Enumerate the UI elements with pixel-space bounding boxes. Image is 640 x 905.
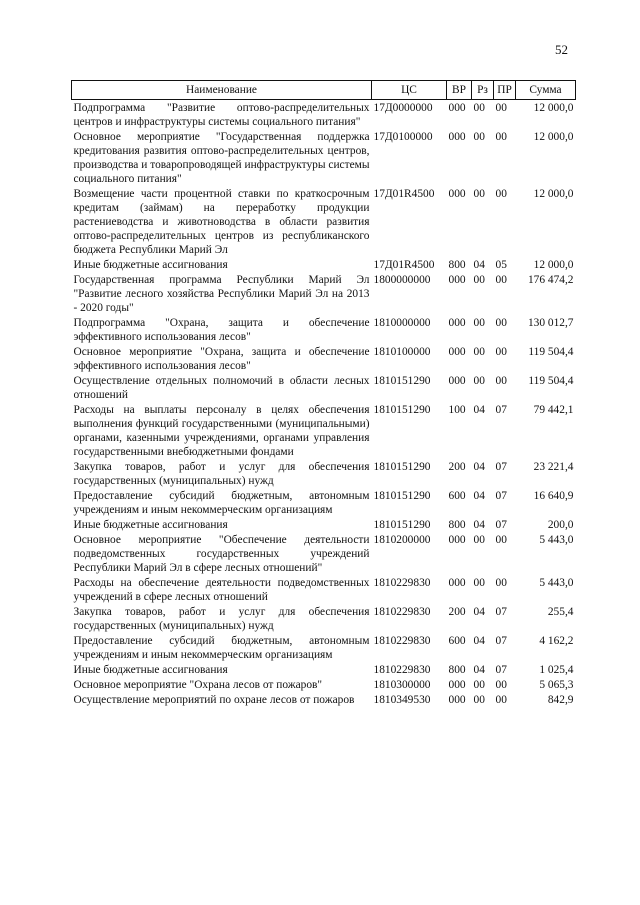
cell-vr: 100 bbox=[448, 404, 466, 416]
table-row bbox=[72, 604, 576, 633]
cell-name: Подпрограмма "Развитие оптово-распределительных центров и инфраструктуры системы социального питания" bbox=[73, 102, 370, 128]
cell-pr: 00 bbox=[495, 274, 507, 286]
cell-pr: 00 bbox=[495, 188, 507, 200]
table-row bbox=[72, 662, 576, 677]
column-header-pr: ПР bbox=[494, 81, 516, 100]
table-body bbox=[72, 100, 576, 708]
cell-sum: 4 162,2 bbox=[539, 635, 574, 647]
cell-cs: 1810229830 bbox=[373, 664, 431, 676]
cell-pr: 05 bbox=[495, 259, 507, 271]
cell-pr: 00 bbox=[495, 679, 507, 691]
cell-rz: 04 bbox=[473, 404, 485, 416]
cell-pr: 00 bbox=[495, 131, 507, 143]
cell-vr: 200 bbox=[448, 461, 466, 473]
cell-name: Предоставление субсидий бюджетным, автономным учреждениям и иным некоммерческим организациям bbox=[73, 490, 370, 516]
table-row bbox=[72, 575, 576, 604]
cell-name: Основное мероприятие "Обеспечение деятельности подведомственных государственных учреждений Республики Марий Эл в сфере лесных отношений" bbox=[73, 534, 370, 574]
cell-pr: 07 bbox=[495, 635, 507, 647]
cell-sum: 79 442,1 bbox=[533, 404, 574, 416]
cell-rz: 00 bbox=[473, 534, 485, 546]
cell-sum: 23 221,4 bbox=[533, 461, 574, 473]
cell-pr: 07 bbox=[495, 519, 507, 531]
column-header-name: Наименование bbox=[72, 81, 372, 100]
table-header bbox=[72, 81, 576, 100]
cell-vr: 800 bbox=[448, 519, 466, 531]
cell-name: Возмещение части процентной ставки по краткосрочным кредитам (займам) на переработку продукции растениеводства и животноводства в области развития оптово-распределительных центров из республиканского бюджета Республики Марий Эл bbox=[73, 188, 370, 256]
cell-pr: 00 bbox=[495, 577, 507, 589]
table-row bbox=[72, 633, 576, 662]
cell-cs: 1810229830 bbox=[373, 635, 431, 647]
table-row bbox=[72, 692, 576, 707]
cell-rz: 04 bbox=[473, 461, 485, 473]
cell-cs: 1810000000 bbox=[373, 317, 431, 329]
table-row bbox=[72, 129, 576, 186]
cell-name: Подпрограмма "Охрана, защита и обеспечение эффективного использования лесов" bbox=[73, 317, 370, 343]
cell-vr: 000 bbox=[448, 534, 466, 546]
cell-sum: 1 025,4 bbox=[539, 664, 574, 676]
cell-sum: 200,0 bbox=[547, 519, 574, 531]
cell-name: Иные бюджетные ассигнования bbox=[73, 519, 228, 531]
cell-cs: 1810300000 bbox=[373, 679, 431, 691]
page-number: 52 bbox=[555, 42, 568, 57]
table-row bbox=[72, 257, 576, 272]
table-row bbox=[72, 272, 576, 315]
cell-name: Основное мероприятие "Охрана, защита и обеспечение эффективного использования лесов" bbox=[73, 346, 370, 372]
cell-cs: 1810200000 bbox=[373, 534, 431, 546]
cell-rz: 00 bbox=[473, 188, 485, 200]
cell-rz: 04 bbox=[473, 606, 485, 618]
cell-rz: 00 bbox=[473, 102, 485, 114]
budget-table bbox=[71, 80, 576, 707]
cell-rz: 00 bbox=[473, 679, 485, 691]
cell-sum: 255,4 bbox=[547, 606, 574, 618]
cell-cs: 17Д0000000 bbox=[373, 102, 433, 114]
table-row bbox=[72, 100, 576, 130]
table-row bbox=[72, 517, 576, 532]
cell-cs: 1810229830 bbox=[373, 606, 431, 618]
cell-name: Расходы на выплаты персоналу в целях обеспечения выполнения функций государственными (муниципальными) органами, казенными учреждениями, органами управления государственными внебюджетными фондами bbox=[73, 404, 370, 458]
cell-sum: 5 443,0 bbox=[539, 577, 574, 589]
cell-pr: 00 bbox=[495, 317, 507, 329]
cell-vr: 000 bbox=[448, 375, 466, 387]
table-row bbox=[72, 677, 576, 692]
cell-sum: 12 000,0 bbox=[533, 131, 574, 143]
cell-vr: 600 bbox=[448, 490, 466, 502]
cell-cs: 1800000000 bbox=[373, 274, 431, 286]
cell-rz: 00 bbox=[473, 375, 485, 387]
cell-pr: 07 bbox=[495, 404, 507, 416]
cell-vr: 000 bbox=[448, 131, 466, 143]
cell-sum: 842,9 bbox=[547, 694, 574, 706]
cell-pr: 07 bbox=[495, 664, 507, 676]
cell-pr: 00 bbox=[495, 534, 507, 546]
cell-vr: 200 bbox=[448, 606, 466, 618]
cell-sum: 130 012,7 bbox=[527, 317, 574, 329]
table-row bbox=[72, 373, 576, 402]
column-header-rz: Рз bbox=[472, 81, 494, 100]
cell-vr: 000 bbox=[448, 274, 466, 286]
cell-name: Закупка товаров, работ и услуг для обеспечения государственных (муниципальных) нужд bbox=[73, 461, 370, 487]
cell-cs: 1810100000 bbox=[373, 346, 431, 358]
table-row bbox=[72, 488, 576, 517]
column-header-cs: ЦС bbox=[372, 81, 447, 100]
cell-rz: 00 bbox=[473, 346, 485, 358]
cell-pr: 00 bbox=[495, 375, 507, 387]
cell-name: Иные бюджетные ассигнования bbox=[73, 664, 228, 676]
cell-name: Основное мероприятие "Государственная поддержка кредитования развития оптово-распределительных центров, производства и товаропроводящей инфраструктуры системы социального питания" bbox=[73, 131, 370, 185]
cell-sum: 5 443,0 bbox=[539, 534, 574, 546]
table-row bbox=[72, 344, 576, 373]
cell-cs: 17Д01R4500 bbox=[373, 259, 435, 271]
cell-cs: 17Д01R4500 bbox=[373, 188, 435, 200]
cell-vr: 600 bbox=[448, 635, 466, 647]
cell-vr: 800 bbox=[448, 259, 466, 271]
cell-vr: 000 bbox=[448, 694, 466, 706]
cell-sum: 16 640,9 bbox=[533, 490, 574, 502]
cell-name: Осуществление отдельных полномочий в области лесных отношений bbox=[73, 375, 370, 401]
cell-name: Иные бюджетные ассигнования bbox=[73, 259, 228, 271]
cell-sum: 5 065,3 bbox=[539, 679, 574, 691]
cell-sum: 12 000,0 bbox=[533, 188, 574, 200]
cell-sum: 12 000,0 bbox=[533, 102, 574, 114]
cell-cs: 1810349530 bbox=[373, 694, 431, 706]
cell-rz: 00 bbox=[473, 131, 485, 143]
cell-cs: 1810151290 bbox=[373, 404, 431, 416]
cell-name: Расходы на обеспечение деятельности подведомственных учреждений в сфере лесных отношений bbox=[73, 577, 370, 603]
cell-pr: 00 bbox=[495, 694, 507, 706]
cell-rz: 04 bbox=[473, 664, 485, 676]
cell-rz: 00 bbox=[473, 577, 485, 589]
column-header-sum: Сумма bbox=[516, 81, 576, 100]
cell-pr: 07 bbox=[495, 461, 507, 473]
cell-rz: 04 bbox=[473, 259, 485, 271]
table-row bbox=[72, 186, 576, 257]
cell-vr: 000 bbox=[448, 102, 466, 114]
cell-rz: 00 bbox=[473, 317, 485, 329]
cell-vr: 000 bbox=[448, 679, 466, 691]
cell-cs: 17Д0100000 bbox=[373, 131, 433, 143]
column-header-vr: ВР bbox=[447, 81, 472, 100]
cell-name: Предоставление субсидий бюджетным, автономным учреждениям и иным некоммерческим организациям bbox=[73, 635, 370, 661]
table-row bbox=[72, 459, 576, 488]
cell-cs: 1810229830 bbox=[373, 577, 431, 589]
cell-rz: 00 bbox=[473, 274, 485, 286]
cell-cs: 1810151290 bbox=[373, 519, 431, 531]
cell-sum: 119 504,4 bbox=[528, 346, 574, 358]
cell-vr: 000 bbox=[448, 346, 466, 358]
cell-vr: 800 bbox=[448, 664, 466, 676]
cell-pr: 00 bbox=[495, 102, 507, 114]
cell-cs: 1810151290 bbox=[373, 490, 431, 502]
cell-vr: 000 bbox=[448, 317, 466, 329]
cell-pr: 07 bbox=[495, 490, 507, 502]
cell-rz: 00 bbox=[473, 694, 485, 706]
table-row bbox=[72, 532, 576, 575]
cell-name: Осуществление мероприятий по охране лесов от пожаров bbox=[73, 694, 355, 706]
cell-rz: 04 bbox=[473, 519, 485, 531]
cell-sum: 176 474,2 bbox=[527, 274, 574, 286]
cell-sum: 119 504,4 bbox=[528, 375, 574, 387]
table-row bbox=[72, 315, 576, 344]
cell-cs: 1810151290 bbox=[373, 375, 431, 387]
table-row bbox=[72, 402, 576, 459]
cell-cs: 1810151290 bbox=[373, 461, 431, 473]
cell-vr: 000 bbox=[448, 188, 466, 200]
cell-vr: 000 bbox=[448, 577, 466, 589]
cell-sum: 12 000,0 bbox=[533, 259, 574, 271]
cell-name: Основное мероприятие "Охрана лесов от пожаров" bbox=[73, 679, 323, 691]
cell-pr: 07 bbox=[495, 606, 507, 618]
cell-rz: 04 bbox=[473, 490, 485, 502]
cell-rz: 04 bbox=[473, 635, 485, 647]
cell-name: Государственная программа Республики Марий Эл "Развитие лесного хозяйства Республики Марий Эл на 2013 - 2020 годы" bbox=[73, 274, 370, 314]
cell-pr: 00 bbox=[495, 346, 507, 358]
cell-name: Закупка товаров, работ и услуг для обеспечения государственных (муниципальных) нужд bbox=[73, 606, 370, 632]
